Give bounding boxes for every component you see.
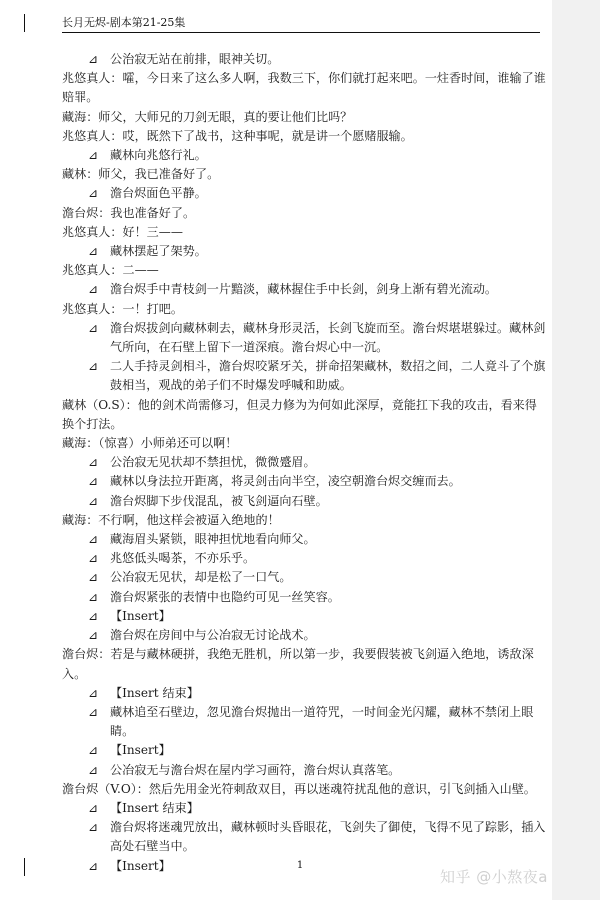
action-line [62, 741, 548, 760]
page-number: 1 [296, 860, 304, 871]
dialogue-line: 藏海：师父，大师兄的刀剑无眼，真的要让他们比吗？ [62, 109, 353, 124]
action-line [62, 280, 548, 299]
action-marker-icon: ⊿ [88, 320, 99, 335]
action-text: 【Insert】 [110, 743, 171, 758]
action-marker-icon: ⊿ [88, 551, 99, 566]
action-text: 公治寂无见状却不禁担忧，微微蹙眉。 [110, 455, 316, 470]
action-text: 兆悠低头喝茶，不亦乐乎。 [110, 551, 256, 566]
action-marker-icon: ⊿ [88, 589, 99, 604]
action-marker-icon: ⊿ [88, 628, 99, 643]
action-text: 【Insert 结束】 [110, 685, 199, 700]
action-marker-icon: ⊿ [88, 455, 99, 470]
dialogue-line: 澹台烬：若是与藏林硬拼，我绝无胜机，所以第一步，我要假装被飞剑逼入绝地，诱敌深入。 [62, 647, 534, 681]
action-text: 澹台烬在房间中与公冶寂无讨论战术。 [110, 628, 316, 643]
action-text: 公冶寂无见状，却是松了一口气。 [110, 570, 292, 585]
watermark: 知乎 @小熬夜a [440, 868, 548, 886]
dialogue-line: 藏林：师父，我已准备好了。 [62, 167, 220, 182]
action-marker-icon: ⊿ [88, 743, 99, 758]
action-marker-icon: ⊿ [88, 148, 99, 163]
action-text: 藏林向兆悠行礼。 [110, 148, 207, 163]
action-marker-icon: ⊿ [88, 685, 99, 700]
action-marker-icon: ⊿ [88, 186, 99, 201]
action-text: 澹台烬脚下步伐混乱，被飞剑逼向石壁。 [110, 493, 328, 508]
action-line [62, 626, 548, 645]
action-marker-icon: ⊿ [88, 244, 99, 259]
action-marker-icon: ⊿ [88, 858, 99, 873]
action-line [62, 703, 548, 741]
action-line [62, 818, 548, 856]
action-line [62, 492, 548, 511]
action-text: 【Insert】 [110, 608, 171, 623]
action-line [62, 453, 548, 472]
action-line [62, 549, 548, 568]
dialogue-line: 兆悠真人：一！打吧。 [62, 301, 183, 316]
action-line [62, 568, 548, 587]
action-marker-icon: ⊿ [88, 820, 99, 835]
crop-mark-top-left [24, 14, 25, 32]
action-marker-icon: ⊿ [88, 532, 99, 547]
action-line [62, 607, 548, 626]
action-line [62, 242, 548, 261]
action-marker-icon: ⊿ [88, 704, 99, 719]
action-marker-icon: ⊿ [88, 608, 99, 623]
page-header: 长月无烬-剧本第21-25集 [62, 16, 540, 33]
action-text: 藏林以身法拉开距离，将灵剑击向半空，凌空朝澹台烬交缠而去。 [110, 474, 461, 489]
action-text: 公冶寂无与澹台烬在屋内学习画符，澹台烬认真落笔。 [110, 762, 401, 777]
action-line [62, 472, 548, 491]
action-line [62, 184, 548, 203]
crop-mark-bottom-left [24, 858, 25, 876]
action-text: 【Insert 结束】 [110, 800, 199, 815]
action-line [62, 761, 548, 780]
dialogue-line: 澹台烬：我也准备好了。 [62, 205, 196, 220]
dialogue-line: 藏林（O.S）：他的剑术尚需修习，但灵力修为为何如此深厚，竟能扛下我的攻击，看来得换个打法。 [62, 397, 537, 431]
action-text: 【Insert】 [110, 858, 171, 873]
action-text: 澹台烬手中青枝剑一片黯淡，藏林握住手中长剑，剑身上渐有碧光流动。 [110, 282, 498, 297]
action-line [62, 357, 548, 395]
action-text: 公治寂无站在前排，眼神关切。 [110, 52, 280, 66]
action-text: 二人手持灵剑相斗，澹台烬咬紧牙关，拼命招架藏林，数招之间，二人竟斗了个旗鼓相当，观战的弟子们不时爆发呼喊和助威。 [110, 359, 546, 393]
action-text: 藏海眉头紧锁，眼神担忧地看向师父。 [110, 532, 316, 547]
action-line [62, 799, 548, 818]
action-line [62, 50, 548, 69]
action-line [62, 530, 548, 549]
action-text: 澹台烬将迷魂咒放出，藏林顿时头昏眼花，飞剑失了御使，飞得不见了踪影，插入高处石壁当中。 [110, 820, 546, 854]
dialogue-line: 澹台烬（V.O）：然后先用金光符刺敌双目，再以迷魂符扰乱他的意识，引飞剑插入山壁。 [62, 781, 536, 796]
action-marker-icon: ⊿ [88, 762, 99, 777]
dialogue-line: 兆悠真人：嚯，今日来了这么多人啊，我数三下，你们就打起来吧。一炷香时间，谁输了谁赔罪。 [62, 71, 546, 105]
action-marker-icon: ⊿ [88, 493, 99, 508]
action-marker-icon: ⊿ [88, 359, 99, 374]
dialogue-line: 藏海：不行啊，他这样会被逼入绝地的！ [62, 512, 280, 527]
action-marker-icon: ⊿ [88, 282, 99, 297]
dialogue-line: 藏海：（惊喜）小师弟还可以啊！ [62, 436, 238, 451]
script-body [62, 50, 548, 876]
action-line [62, 319, 548, 357]
action-marker-icon: ⊿ [88, 570, 99, 585]
action-marker-icon: ⊿ [88, 52, 99, 66]
action-marker-icon: ⊿ [88, 800, 99, 815]
action-text: 藏林追至石壁边，忽见澹台烬抛出一道符咒，一时间金光闪耀，藏林不禁闭上眼睛。 [110, 704, 534, 739]
dialogue-line: 兆悠真人：二—— [62, 263, 159, 278]
action-text: 藏林摆起了架势。 [110, 244, 207, 259]
dialogue-line: 兆悠真人：好！三—— [62, 224, 183, 239]
action-marker-icon: ⊿ [88, 474, 99, 489]
action-line [62, 588, 548, 607]
action-text: 澹台烬面色平静。 [110, 186, 207, 201]
page-margin-strip [552, 0, 600, 900]
action-line [62, 146, 548, 165]
dialogue-line: 兆悠真人：哎，既然下了战书，这种事呢，就是讲一个愿赌服输。 [62, 128, 413, 143]
action-text: 澹台烬紧张的表情中也隐约可见一丝笑容。 [110, 589, 340, 604]
action-line [62, 684, 548, 703]
action-text: 澹台烬拔剑向藏林刺去，藏林身形灵活，长剑飞旋而至。澹台烬堪堪躲过。藏林剑气所向，在石壁上留下一道深痕。澹台烬心中一沉。 [110, 320, 546, 355]
